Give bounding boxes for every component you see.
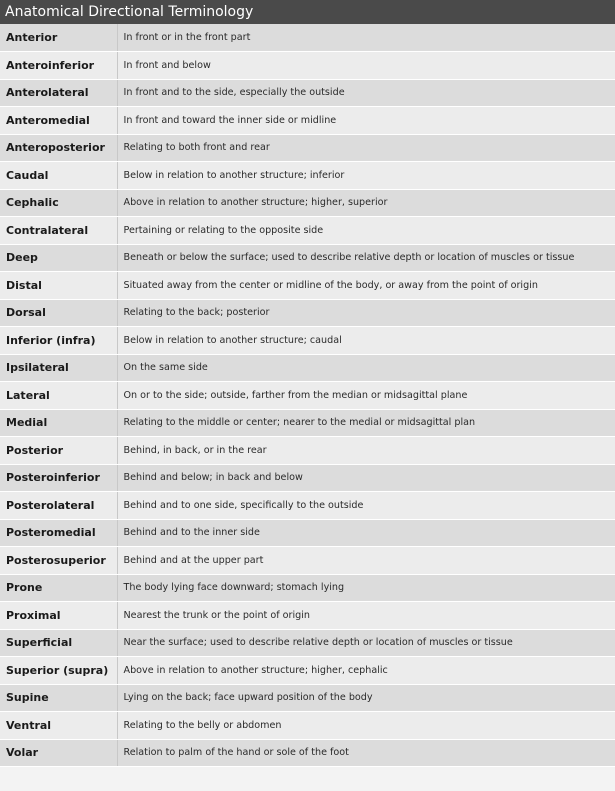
term-cell: Cephalic [0, 189, 117, 217]
term-cell: Contralateral [0, 217, 117, 245]
term-cell: Medial [0, 409, 117, 437]
term-cell: Anterolateral [0, 79, 117, 107]
table-row [0, 382, 615, 410]
definition-cell: Situated away from the center or midline of the body, or away from the point of origin [117, 272, 615, 300]
definition-cell: Below in relation to another structure; inferior [117, 162, 615, 190]
table-row [0, 244, 615, 272]
term-cell: Ipsilateral [0, 354, 117, 382]
term-cell: Posteroinferior [0, 464, 117, 492]
table-row [0, 629, 615, 657]
table-row [0, 712, 615, 740]
table-row [0, 162, 615, 190]
definition-cell: Beneath or below the surface; used to describe relative depth or location of muscles or tissue [117, 244, 615, 272]
table-row [0, 657, 615, 685]
definition-cell: Near the surface; used to describe relative depth or location of muscles or tissue [117, 629, 615, 657]
term-cell: Volar [0, 739, 117, 767]
definition-cell: Behind and to the inner side [117, 519, 615, 547]
definition-cell: In front and toward the inner side or midline [117, 107, 615, 135]
definition-cell: Relating to both front and rear [117, 134, 615, 162]
definition-cell: In front and below [117, 52, 615, 80]
table-row [0, 52, 615, 80]
definition-cell: Above in relation to another structure; higher, superior [117, 189, 615, 217]
definition-cell: Relating to the back; posterior [117, 299, 615, 327]
table-row [0, 107, 615, 135]
term-cell: Posteromedial [0, 519, 117, 547]
term-cell: Anteroposterior [0, 134, 117, 162]
table-row [0, 327, 615, 355]
definition-cell: On or to the side; outside, farther from the median or midsagittal plane [117, 382, 615, 410]
table-row [0, 217, 615, 245]
term-cell: Superficial [0, 629, 117, 657]
table-row [0, 299, 615, 327]
term-cell: Anteromedial [0, 107, 117, 135]
definition-cell: Below in relation to another structure; caudal [117, 327, 615, 355]
term-cell: Posterior [0, 437, 117, 465]
definition-cell: Behind and below; in back and below [117, 464, 615, 492]
definition-cell: Nearest the trunk or the point of origin [117, 602, 615, 630]
table-row [0, 684, 615, 712]
table-row [0, 272, 615, 300]
table-row [0, 464, 615, 492]
definition-cell: The body lying face downward; stomach lying [117, 574, 615, 602]
definition-cell: Behind and at the upper part [117, 547, 615, 575]
term-cell: Prone [0, 574, 117, 602]
term-cell: Posterosuperior [0, 547, 117, 575]
table-row [0, 409, 615, 437]
terminology-table [0, 24, 615, 767]
definition-cell: Relating to the belly or abdomen [117, 712, 615, 740]
definition-cell: Behind and to one side, specifically to the outside [117, 492, 615, 520]
table-row [0, 437, 615, 465]
table-row [0, 547, 615, 575]
term-cell: Inferior (infra) [0, 327, 117, 355]
term-cell: Supine [0, 684, 117, 712]
table-body [0, 24, 615, 767]
term-cell: Ventral [0, 712, 117, 740]
table-row [0, 739, 615, 767]
definition-cell: Above in relation to another structure; higher, cephalic [117, 657, 615, 685]
term-cell: Lateral [0, 382, 117, 410]
term-cell: Distal [0, 272, 117, 300]
definition-cell: Lying on the back; face upward position of the body [117, 684, 615, 712]
term-cell: Anterior [0, 24, 117, 52]
term-cell: Caudal [0, 162, 117, 190]
table-row [0, 602, 615, 630]
table-row [0, 134, 615, 162]
term-cell: Superior (supra) [0, 657, 117, 685]
table-row [0, 492, 615, 520]
definition-cell: On the same side [117, 354, 615, 382]
definition-cell: Relating to the middle or center; nearer to the medial or midsagittal plan [117, 409, 615, 437]
table-row [0, 574, 615, 602]
definition-cell: In front or in the front part [117, 24, 615, 52]
definition-cell: Pertaining or relating to the opposite side [117, 217, 615, 245]
table-row [0, 79, 615, 107]
term-cell: Dorsal [0, 299, 117, 327]
table-row [0, 519, 615, 547]
table-row [0, 354, 615, 382]
term-cell: Deep [0, 244, 117, 272]
term-cell: Proximal [0, 602, 117, 630]
definition-cell: In front and to the side, especially the outside [117, 79, 615, 107]
term-cell: Posterolateral [0, 492, 117, 520]
definition-cell: Relation to palm of the hand or sole of the foot [117, 739, 615, 767]
table-row [0, 24, 615, 52]
term-cell: Anteroinferior [0, 52, 117, 80]
definition-cell: Behind, in back, or in the rear [117, 437, 615, 465]
table-row [0, 189, 615, 217]
table-title: Anatomical Directional Terminology [0, 0, 615, 24]
